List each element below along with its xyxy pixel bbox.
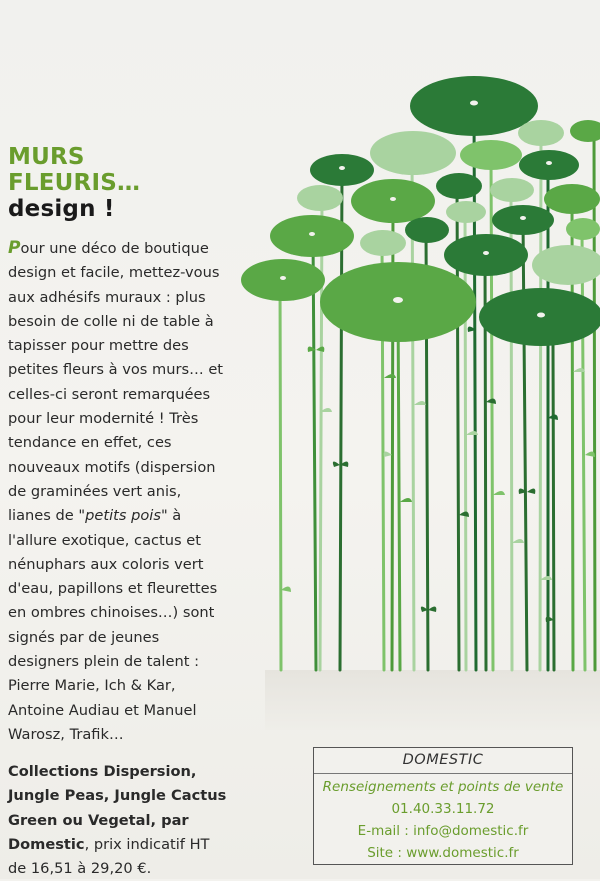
body-line: besoin de colle ni de table à bbox=[8, 312, 214, 330]
contact-info-box bbox=[313, 747, 573, 865]
lily-pad-flowers bbox=[241, 76, 600, 346]
website-line: Site : www.domestic.fr bbox=[367, 845, 519, 861]
body-line: d'eau, papillons et fleurettes bbox=[8, 580, 218, 598]
credits-line-5: de 16,51 à 29,20 €. bbox=[8, 860, 152, 878]
headline-line-3: design ! bbox=[8, 196, 115, 222]
credits-line-4: Domestic, prix indicatif HT bbox=[8, 835, 210, 853]
body-line: Pierre Marie, Ich & Kar, bbox=[8, 677, 176, 695]
body-line: Antoine Audiau et Manuel bbox=[8, 701, 197, 719]
body-line: Warosz, Trafik… bbox=[8, 725, 124, 743]
article-headline bbox=[8, 144, 140, 222]
body-line: aux adhésifs muraux : plus bbox=[8, 288, 206, 306]
body-line: nouveaux motifs (dispersion bbox=[8, 458, 216, 476]
credits-line-3: Green ou Vegetal, par bbox=[8, 811, 189, 829]
brand-name: DOMESTIC bbox=[314, 748, 572, 774]
body-line: lianes de "petits pois" à bbox=[8, 507, 182, 525]
body-line: design et facile, mettez-vous bbox=[8, 264, 220, 282]
body-line: de graminées vert anis, bbox=[8, 482, 182, 500]
headline-line-1: MURS bbox=[8, 144, 85, 170]
info-title: Renseignements et points de vente bbox=[322, 779, 564, 795]
headline-line-2: FLEURIS… bbox=[8, 170, 141, 196]
body-line: nénuphars aux coloris vert bbox=[8, 555, 204, 573]
body-line: tapisser pour mettre des bbox=[8, 337, 189, 355]
email-line: E-mail : info@domestic.fr bbox=[357, 823, 529, 839]
phone-number: 01.40.33.11.72 bbox=[391, 801, 495, 817]
product-credits bbox=[8, 760, 288, 881]
credits-line-2: Jungle Peas, Jungle Cactus bbox=[8, 787, 227, 805]
credits-line-1: Collections Dispersion, bbox=[8, 763, 197, 780]
body-line: designers plein de talent : bbox=[8, 653, 199, 671]
body-line: petites fleurs à vos murs… et bbox=[8, 361, 224, 379]
body-line: l'allure exotique, cactus et bbox=[8, 531, 201, 549]
body-line: pour leur modernité ! Très bbox=[8, 410, 199, 428]
body-line: Pour une déco de boutique bbox=[8, 238, 209, 258]
body-line: celles-ci seront remarquées bbox=[8, 385, 211, 403]
body-line: signés par de jeunes bbox=[8, 628, 160, 646]
drop-cap: P bbox=[8, 238, 21, 258]
petits-pois-quote: "petits pois" bbox=[78, 507, 168, 525]
article-body bbox=[8, 236, 270, 747]
body-line: tendance en effet, ces bbox=[8, 434, 172, 452]
body-line: en ombres chinoises…) sont bbox=[8, 604, 215, 622]
